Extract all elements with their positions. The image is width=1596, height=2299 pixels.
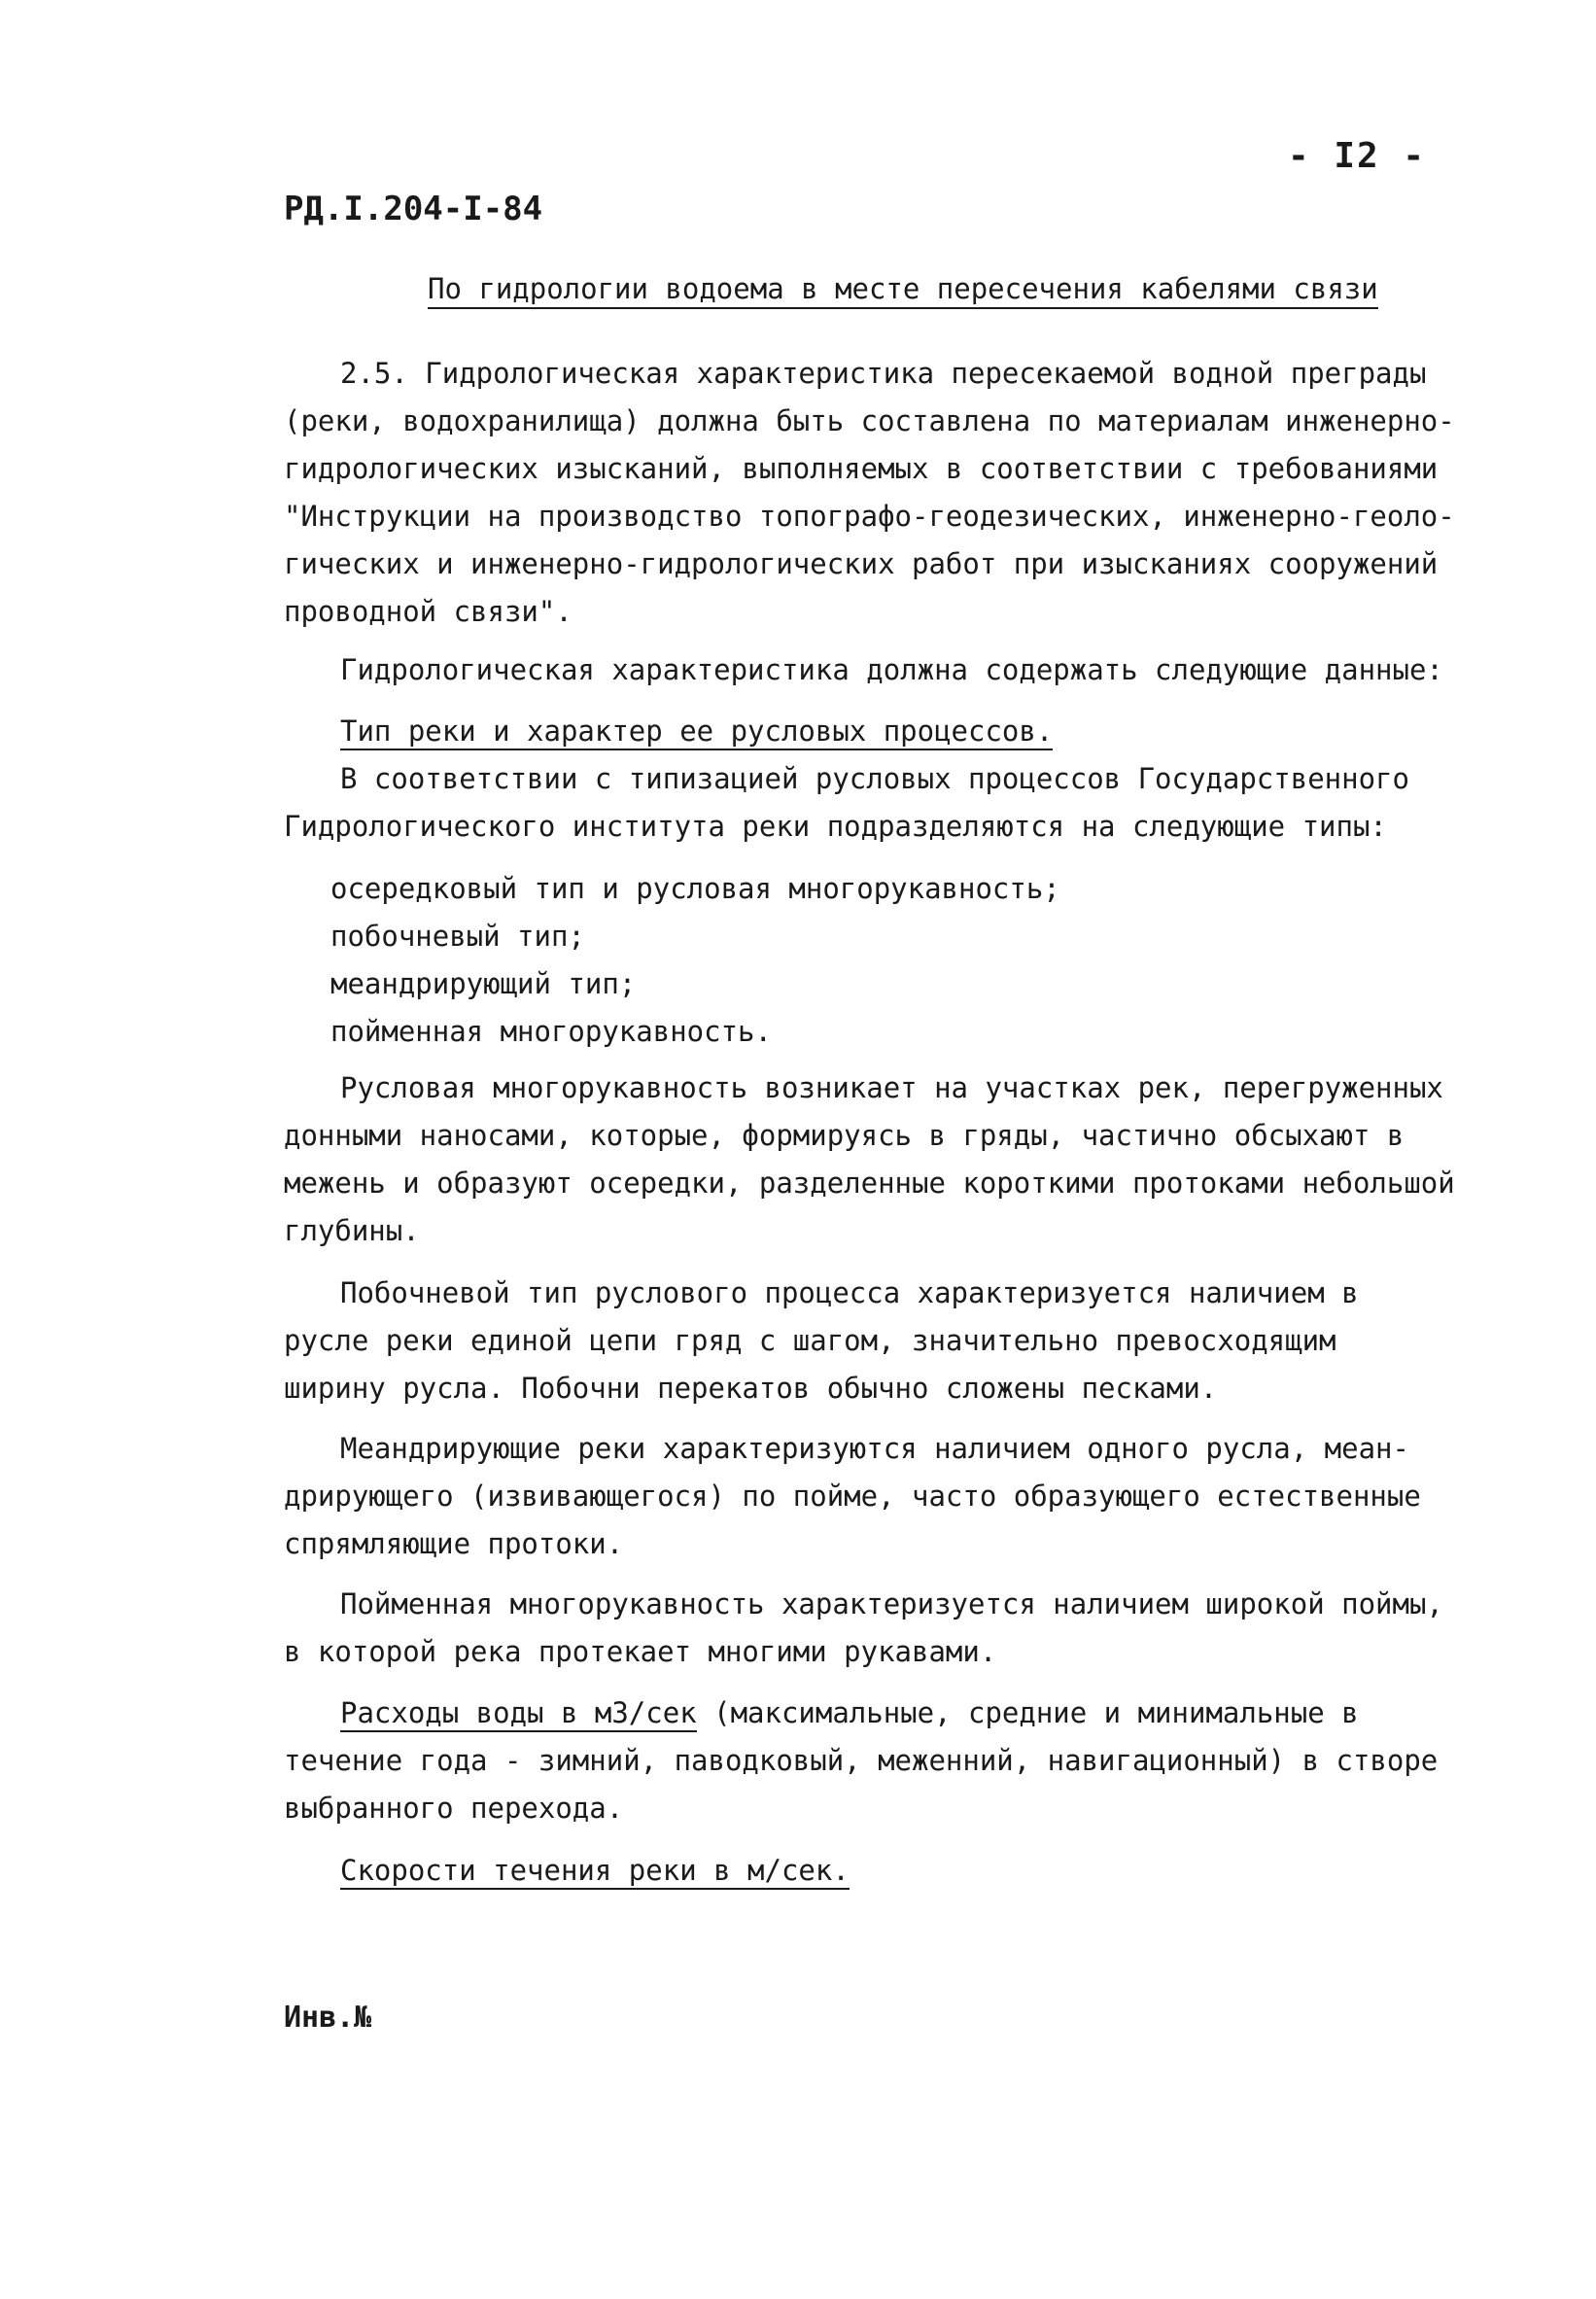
velocity-heading-block [284,1847,850,1895]
page-number: - I2 - [1288,136,1427,176]
paragraph-line: ширину русла. Побочни перекатов обычно сложены песками. [284,1372,1218,1405]
paragraph-line: "Инструкции на производство топографо-геодезических, инженерно-геоло- [284,500,1455,533]
paragraph-line: гических и инженерно-гидрологических работ при изысканиях сооружений [284,547,1439,580]
document-code: РД.I.204-I-84 [284,190,543,228]
paragraph-line: межень и образуют осередки, разделенные короткими протоками небольшой [284,1167,1455,1200]
paragraph-line: выбранного перехода. [284,1792,624,1825]
paragraph-line: 2.5. Гидрологическая характеристика пересекаемой водной преграды [340,357,1427,390]
paragraph-line: проводной связи". [284,595,572,628]
paragraph-discharge [284,1689,1438,1832]
paragraph-line [284,1689,1438,1737]
inventory-number-mark: Инв.№ [284,2001,372,2035]
paragraph-line: глубины. [284,1214,420,1247]
list-item: меандрирующий тип; [330,967,637,1000]
discharge-heading: Расходы воды в м3/сек [340,1696,697,1732]
section-heading: По гидрологии водоема в месте пересечения кабелями связи [428,272,1378,309]
paragraph-data-intro [284,646,1443,694]
paragraph-2-5 [284,350,1455,636]
paragraph-line: спрямляющие протоки. [284,1527,624,1560]
paragraph-line: Гидрологическая характеристика должна содержать следующие данные: [340,653,1443,686]
river-types-list [284,865,1060,1056]
paragraph-line: Гидрологического института реки подразделяются на следующие типы: [284,810,1387,843]
paragraph-floodplain [284,1581,1443,1676]
paragraph-line: течение года - зимний, паводковый, меженний, навигационный) в створе [284,1744,1439,1777]
paragraph-line: (реки, водохранилища) должна быть составлена по материалам инженерно- [284,404,1455,437]
paragraph-line: донными наносами, которые, формируясь в гряды, частично обсыхают в [284,1119,1405,1152]
velocity-heading-text: Скорости течения реки в м/сек. [340,1854,850,1890]
paragraph-line: русле реки единой цепи гряд с шагом, значительно превосходящим [284,1324,1336,1357]
paragraph-line: гидрологических изысканий, выполняемых в соответствии с требованиями [284,452,1439,485]
list-item: осередковый тип и русловая многорукавность; [330,872,1060,905]
paragraph-line: В соответствии с типизацией русловых процессов Государственного [340,762,1409,795]
list-item: побочневый тип; [330,920,585,953]
river-type-heading [284,708,1053,755]
paragraph-line: дрирующего (извивающегося) по пойме, часто образующего естественные [284,1480,1421,1513]
velocity-heading [284,1847,850,1895]
paragraph-typing [284,755,1409,851]
river-type-heading-text: Тип реки и характер ее русловых процессов. [340,714,1053,750]
paragraph-multibranch [284,1064,1455,1255]
paragraph-line: в которой река протекает многими рукавами. [284,1635,997,1668]
paragraph-line: Побочневой тип руслового процесса характеризуется наличием в [340,1276,1359,1309]
river-type-heading-block [284,708,1053,755]
discharge-text: (максимальные, средние и минимальные в [696,1696,1359,1729]
paragraph-meandering [284,1425,1421,1568]
paragraph-line: Пойменная многорукавность характеризуется наличием широкой поймы, [340,1587,1443,1620]
list-item: пойменная многорукавность. [330,1015,772,1048]
paragraph-line: Меандрирующие реки характеризуются наличием одного русла, меан- [340,1432,1409,1465]
paragraph-line: Русловая многорукавность возникает на участках рек, перегруженных [340,1071,1443,1104]
paragraph-side-bars [284,1270,1359,1412]
